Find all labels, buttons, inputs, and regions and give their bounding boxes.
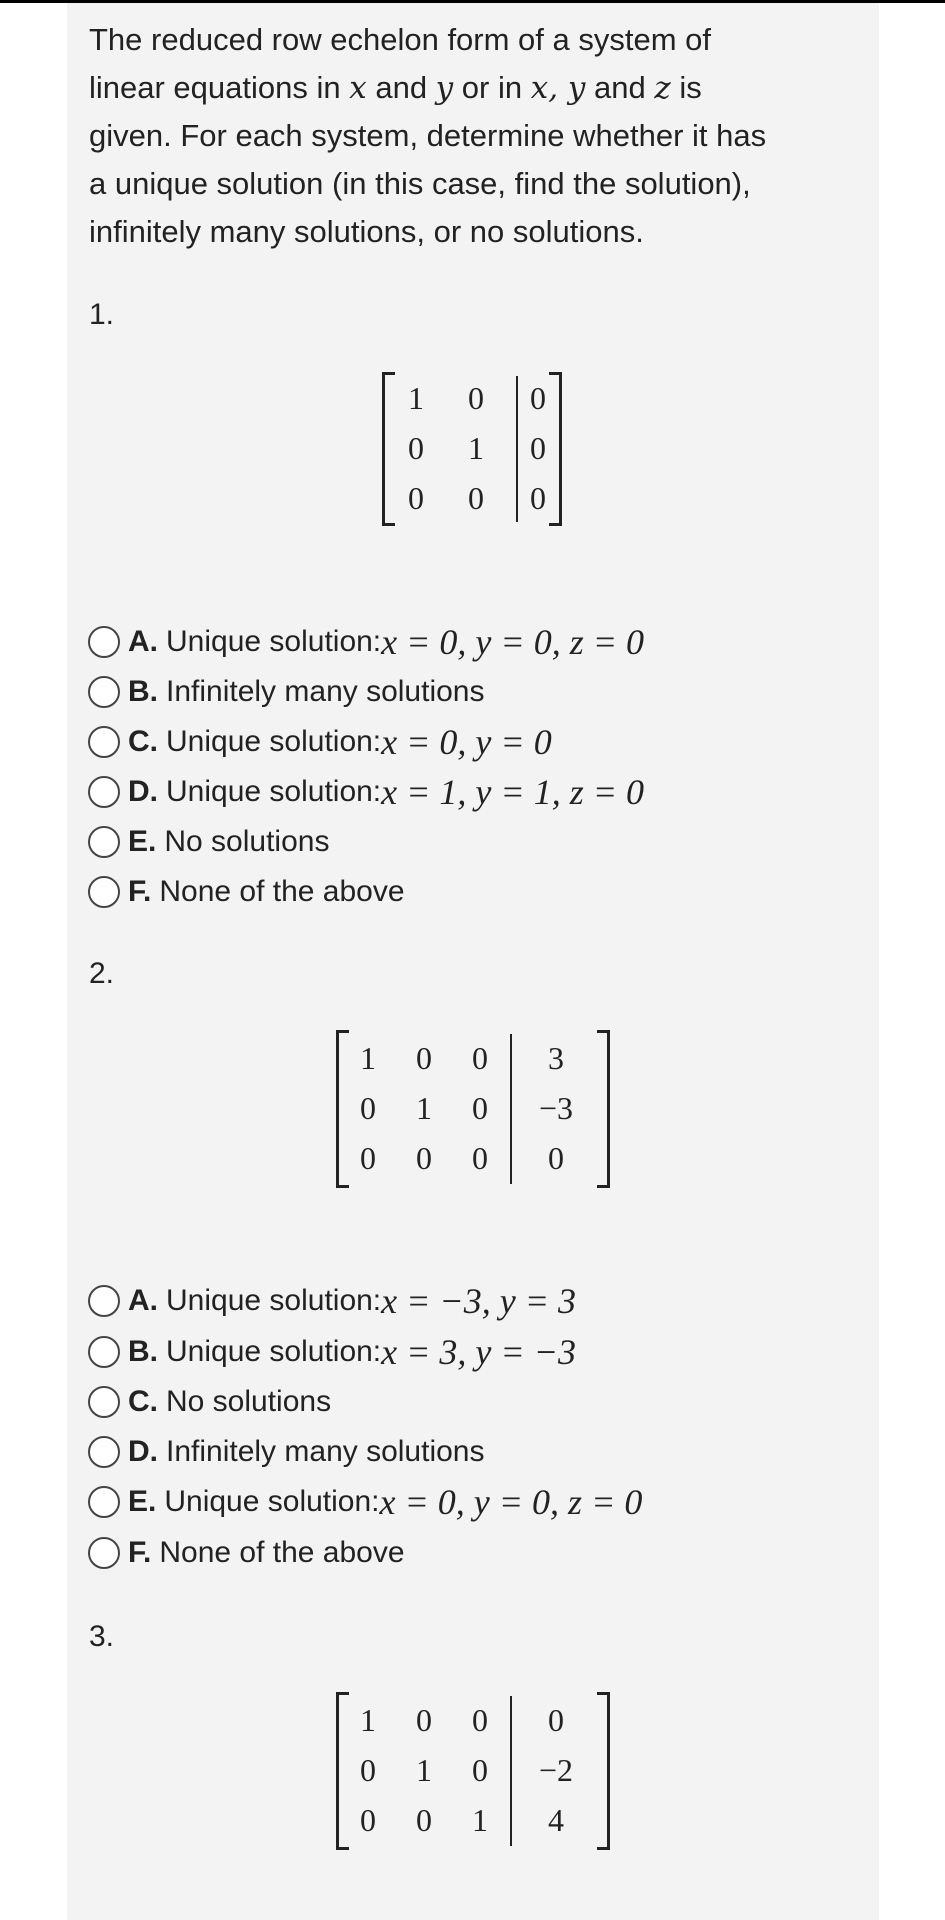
matrix-cell: 0 <box>548 1140 564 1176</box>
matrix-cell: 0 <box>472 1140 488 1176</box>
radio-button[interactable] <box>88 1285 120 1317</box>
matrix-cell: 0 <box>530 430 546 466</box>
matrix-cell: 0 <box>530 380 546 416</box>
matrix-cell: 1 <box>360 1040 376 1076</box>
option-2b[interactable]: B. Unique solution: x = 3, y = −3 <box>88 1332 576 1372</box>
matrix-cell: 0 <box>472 1090 488 1126</box>
matrix-cell: 4 <box>548 1802 564 1838</box>
matrix-2 <box>336 1030 610 1188</box>
option-1b[interactable]: B. Infinitely many solutions <box>88 672 485 712</box>
option-2c[interactable]: C. No solutions <box>88 1382 331 1422</box>
option-2a[interactable]: A. Unique solution: x = −3, y = 3 <box>88 1281 576 1321</box>
matrix-cell: 0 <box>360 1802 376 1838</box>
matrix-cell: −3 <box>538 1090 574 1126</box>
option-1d[interactable]: D. Unique solution: x = 1, y = 1, z = 0 <box>88 772 644 812</box>
option-2f[interactable]: F. None of the above <box>88 1533 405 1573</box>
matrix-cell: 0 <box>468 480 484 516</box>
radio-button[interactable] <box>88 826 120 858</box>
radio-button[interactable] <box>88 676 120 708</box>
matrix-cell: 0 <box>472 1702 488 1738</box>
matrix-cell: 0 <box>408 480 424 516</box>
question-card <box>67 3 879 1920</box>
radio-button[interactable] <box>88 626 120 658</box>
question-number-2: 2. <box>89 957 115 990</box>
question-number-1: 1. <box>89 298 115 331</box>
matrix-cell: 0 <box>472 1040 488 1076</box>
radio-button[interactable] <box>88 1486 120 1518</box>
option-1c[interactable]: C. Unique solution: x = 0, y = 0 <box>88 722 552 762</box>
matrix-cell: 0 <box>360 1752 376 1788</box>
radio-button[interactable] <box>88 1336 120 1368</box>
matrix-cell: 1 <box>360 1702 376 1738</box>
matrix-cell: 0 <box>468 380 484 416</box>
matrix-cell: 0 <box>416 1702 432 1738</box>
matrix-cell: 0 <box>408 430 424 466</box>
matrix-cell: 0 <box>548 1702 564 1738</box>
question-number-3: 3. <box>89 1620 115 1653</box>
radio-button[interactable] <box>88 726 120 758</box>
matrix-cell: 1 <box>416 1752 432 1788</box>
option-1a[interactable]: A. Unique solution: x = 0, y = 0, z = 0 <box>88 622 644 662</box>
option-1f[interactable]: F. None of the above <box>88 872 405 912</box>
matrix-cell: 3 <box>548 1040 564 1076</box>
matrix-cell: 0 <box>360 1090 376 1126</box>
matrix-cell: 1 <box>468 430 484 466</box>
option-1e[interactable]: E. No solutions <box>88 822 329 862</box>
radio-button[interactable] <box>88 1537 120 1569</box>
matrix-cell: 0 <box>472 1752 488 1788</box>
matrix-cell: 0 <box>416 1040 432 1076</box>
option-2d[interactable]: D. Infinitely many solutions <box>88 1432 485 1472</box>
matrix-cell: 0 <box>530 480 546 516</box>
matrix-cell: 0 <box>360 1140 376 1176</box>
matrix-cell: 1 <box>408 380 424 416</box>
matrix-3 <box>336 1692 610 1850</box>
option-2e[interactable]: E. Unique solution: x = 0, y = 0, z = 0 <box>88 1482 642 1522</box>
matrix-cell: 1 <box>416 1090 432 1126</box>
radio-button[interactable] <box>88 1436 120 1468</box>
matrix-1 <box>382 372 562 526</box>
problem-statement: The reduced row echelon form of a system of linear equations in x and y or in x, y and z is given. For each system, determine whether it has a unique solution (in this case, find the solution), infinitely many solutions, or no solutions. <box>89 22 767 249</box>
matrix-cell: 0 <box>416 1802 432 1838</box>
radio-button[interactable] <box>88 1386 120 1418</box>
matrix-cell: 0 <box>416 1140 432 1176</box>
radio-button[interactable] <box>88 776 120 808</box>
radio-button[interactable] <box>88 876 120 908</box>
matrix-cell: −2 <box>538 1752 574 1788</box>
matrix-cell: 1 <box>472 1802 488 1838</box>
